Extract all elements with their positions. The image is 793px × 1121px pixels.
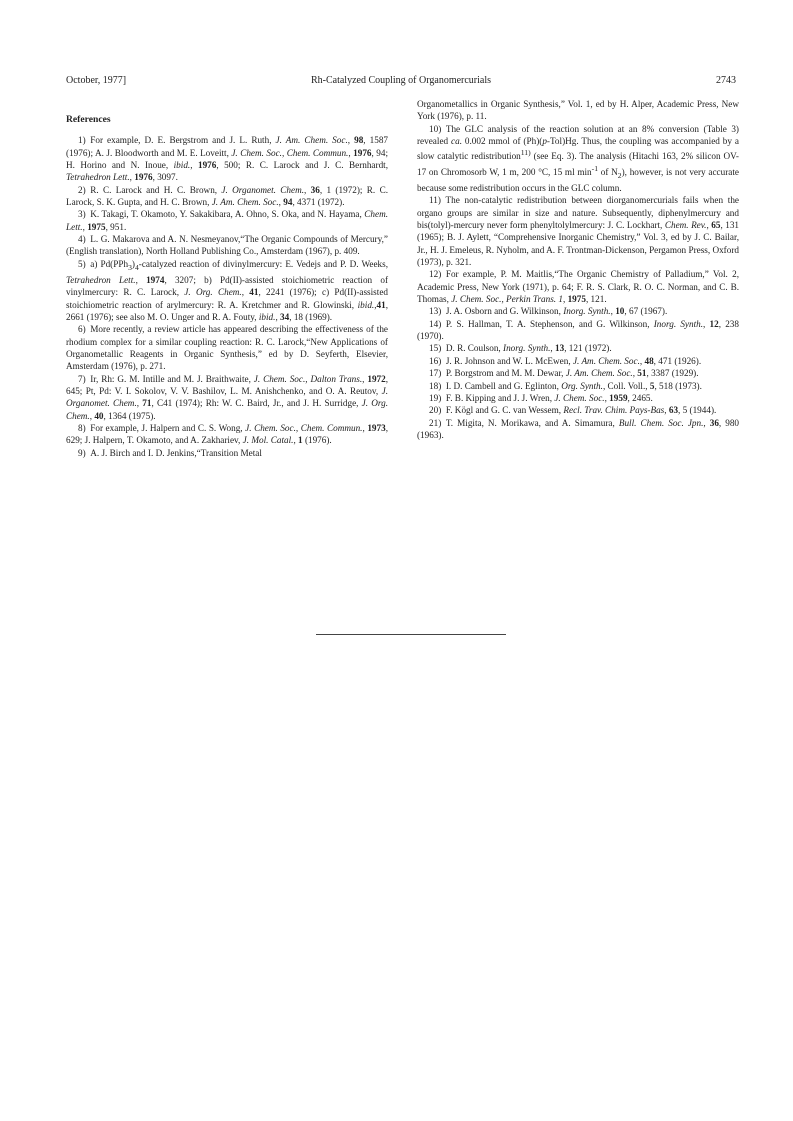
reference-item bbox=[66, 373, 388, 422]
reference-text: a) $Pd(PPh_3)_4$-catalyzed reaction of divinylmercury: E. Vedejs and P. D. Weeks, Tetrahedron Lett., 1974, 3207; b) Pd(II)-assisted stoichiometric reaction of vinylmercury: R. C. Larock, J. Org. Chem., 41, 2241 (1976); c) Pd(II)-assisted stoichiometric reaction of arylmercury: R. A. Kretchmer and R. Glowinski, ibid.,41, 2661 (1976); see also M. O. Unger and R. A. Fouty, ibid., 34, 18 (1969). bbox=[66, 258, 388, 322]
reference-text: L. G. Makarova and A. N. Nesmeyanov,“The Organic Compounds of Mercury,” (English translation), North Holland Publishing Co., Amsterdam (1967), p. 409. bbox=[66, 234, 388, 257]
reference-number: 6) bbox=[78, 324, 86, 335]
reference-number: 20) bbox=[429, 405, 442, 416]
reference-item bbox=[417, 194, 739, 268]
reference-number: 1) bbox=[78, 135, 86, 146]
header-date: October, 1977] bbox=[66, 75, 127, 86]
left-column bbox=[66, 98, 388, 459]
reference-text: D. R. Coulson, Inorg. Synth., 13, 121 (1972). bbox=[445, 343, 612, 354]
reference-item bbox=[417, 392, 739, 404]
reference-item bbox=[417, 380, 739, 392]
reference-number: 13) bbox=[429, 306, 442, 317]
reference-number: 4) bbox=[78, 234, 86, 245]
reference-number: 15) bbox=[429, 343, 442, 354]
reference-text: I. D. Cambell and G. Eglinton, Org. Synth., Coll. Voll., 5, 518 (1973). bbox=[445, 380, 702, 391]
reference-number: 2) bbox=[78, 184, 86, 195]
reference-number: 7) bbox=[78, 373, 86, 384]
reference-text: For example, J. Halpern and C. S. Wong, J. Chem. Soc., Chem. Commun., 1973, 629; J. Halpern, T. Okamoto, and A. Zakhariev, J. Mol. Catal., 1 (1976). bbox=[66, 423, 388, 446]
reference-item bbox=[417, 355, 739, 367]
reference-number: 3) bbox=[78, 209, 86, 220]
page-number: 2743 bbox=[716, 75, 736, 86]
end-rule bbox=[316, 634, 506, 635]
reference-continuation: Organometallics in Organic Synthesis,” Vol. 1, ed by H. Alper, Academic Press, New York (1976), p. 11. bbox=[417, 99, 739, 122]
reference-text: For example, D. E. Bergstrom and J. L. Ruth, J. Am. Chem. Soc., 98, 1587 (1976); A. J. Bloodworth and M. E. Loveitt, J. Chem. Soc., Chem. Commun., 1976, 94; H. Horino and N. Inoue, ibid., 1976, 500; R. C. Larock and J. C. Bernhardt, Tetrahedron Lett., 1976, 3097. bbox=[66, 135, 389, 183]
reference-number: 12) bbox=[429, 269, 442, 280]
right-column bbox=[417, 98, 739, 441]
reference-item bbox=[66, 208, 388, 233]
reference-item bbox=[417, 404, 739, 416]
reference-text: For example, P. M. Maitlis,“The Organic Chemistry of Palladium,” Vol. 2, Academic Press, New York (1971), p. 64; F. R. S. Clark, R. O. C. Norman, and C. B. Thomas, J. Chem. Soc., Perkin Trans. 1, 1975, 121. bbox=[417, 269, 739, 305]
reference-text: T. Migita, N. Morikawa, and A. Simamura, Bull. Chem. Soc. Jpn., 36, 980 (1963). bbox=[417, 417, 740, 440]
reference-text: J. A. Osborn and G. Wilkinson, Inorg. Synth., 10, 67 (1967). bbox=[445, 306, 668, 317]
reference-item bbox=[66, 258, 388, 324]
reference-item bbox=[66, 323, 388, 372]
reference-number: 16) bbox=[429, 355, 442, 366]
reference-text: K. Takagi, T. Okamoto, Y. Sakakibara, A. Ohno, S. Oka, and N. Hayama, Chem. Lett., 1975, 951. bbox=[66, 209, 388, 232]
reference-text: F. B. Kipping and J. J. Wren, J. Chem. Soc., 1959, 2465. bbox=[445, 392, 653, 403]
reference-text: A. J. Birch and I. D. Jenkins,“Transition Metal bbox=[90, 447, 262, 458]
reference-number: 18) bbox=[429, 380, 442, 391]
reference-text: The non-catalytic redistribution between diorganomercurials fails when the organo groups are similar in size and nature. Subsequently, diphenylmercury and bis(tolyl)-mercury never form phenyltolylmercury: J. C. Lockhart, Chem. Rev., 65, 131 (1965); B. J. Aylett, “Comprehensive Inorganic Chemistry,” Vol. 3, ed by J. C. Bailar, Jr., H. J. Emeleus, R. Nyholm, and A. F. Trontman-Dickenson, Pergamon Press, Oxford (1973), p. 321. bbox=[417, 195, 740, 268]
reference-number: 9) bbox=[78, 447, 86, 458]
reference-item bbox=[66, 134, 388, 183]
reference-item bbox=[66, 447, 388, 459]
reference-item bbox=[417, 342, 739, 354]
reference-text: J. R. Johnson and W. L. McEwen, J. Am. Chem. Soc., 48, 471 (1926). bbox=[445, 355, 702, 366]
reference-text: The GLC analysis of the reaction solution at an 8% conversion (Table 3) revealed ca. 0.002 mmol of (Ph)(p-Tol)Hg. Thus, the coupling was accompanied by a slow catalytic redistribution$^{11)}$ (see Eq. 3). The analysis (Hitachi 163, 2% silicon OV-17 on Chromosorb W, 1 m, 200 °C, 15 ml $\min^{-1}$ of $N_2$), however, is not very accurate because some redistribution occurs in the GLC column. bbox=[417, 123, 739, 194]
reference-item bbox=[417, 268, 739, 305]
reference-item bbox=[417, 417, 739, 442]
reference-text: P. Borgstrom and M. M. Dewar, J. Am. Chem. Soc., 51, 3387 (1929). bbox=[445, 368, 699, 379]
reference-text: More recently, a review article has appeared describing the effectiveness of the rhodium complex for a similar coupling reaction: R. C. Larock,“New Applications of Organometallic Reagents in Organic Synthesis,” ed by D. Seyferth, Elsevier, Amsterdam (1976), p. 271. bbox=[66, 324, 388, 372]
references-heading: References bbox=[66, 114, 111, 125]
reference-number: 8) bbox=[78, 423, 86, 434]
reference-item bbox=[66, 422, 388, 447]
reference-item bbox=[417, 367, 739, 379]
reference-number: 19) bbox=[429, 392, 442, 403]
reference-item bbox=[66, 184, 388, 209]
references-list-left bbox=[66, 134, 388, 459]
reference-item bbox=[417, 305, 739, 317]
reference-number: 14) bbox=[429, 318, 442, 329]
reference-number: 21) bbox=[429, 417, 442, 428]
header-title: Rh-Catalyzed Coupling of Organomercurials bbox=[310, 75, 492, 86]
reference-number: 5) bbox=[78, 258, 86, 269]
reference-text: Ir, Rh: G. M. Intille and M. J. Braithwaite, J. Chem. Soc., Dalton Trans., 1972, 645; Pt, Pd: V. I. Sokolov, V. V. Bashilov, L. M. Anishchenko, and O. A. Reutov, J. Organomet. Chem., 71, C41 (1974); Rh: W. C. Baird, Jr., and J. H. Surridge, J. Org. Chem., 40, 1364 (1975). bbox=[66, 373, 389, 421]
references-list-right bbox=[417, 123, 739, 442]
reference-item bbox=[417, 123, 739, 195]
running-header bbox=[66, 74, 736, 88]
reference-number: 11) bbox=[429, 195, 441, 206]
reference-item bbox=[417, 318, 739, 343]
reference-number: 17) bbox=[429, 368, 442, 379]
reference-text: F. Kögl and G. C. van Wessem, Recl. Trav. Chim. Pays-Bas, 63, 5 (1944). bbox=[445, 405, 717, 416]
reference-number: 10) bbox=[429, 123, 442, 134]
reference-text: P. S. Hallman, T. A. Stephenson, and G. Wilkinson, Inorg. Synth., 12, 238 (1970). bbox=[417, 318, 739, 342]
reference-text: R. C. Larock and H. C. Brown, J. Organomet. Chem., 36, 1 (1972); R. C. Larock, S. K. Gupta, and H. C. Brown, J. Am. Chem. Soc., 94, 4371 (1972). bbox=[66, 184, 388, 208]
reference-item bbox=[66, 233, 388, 258]
